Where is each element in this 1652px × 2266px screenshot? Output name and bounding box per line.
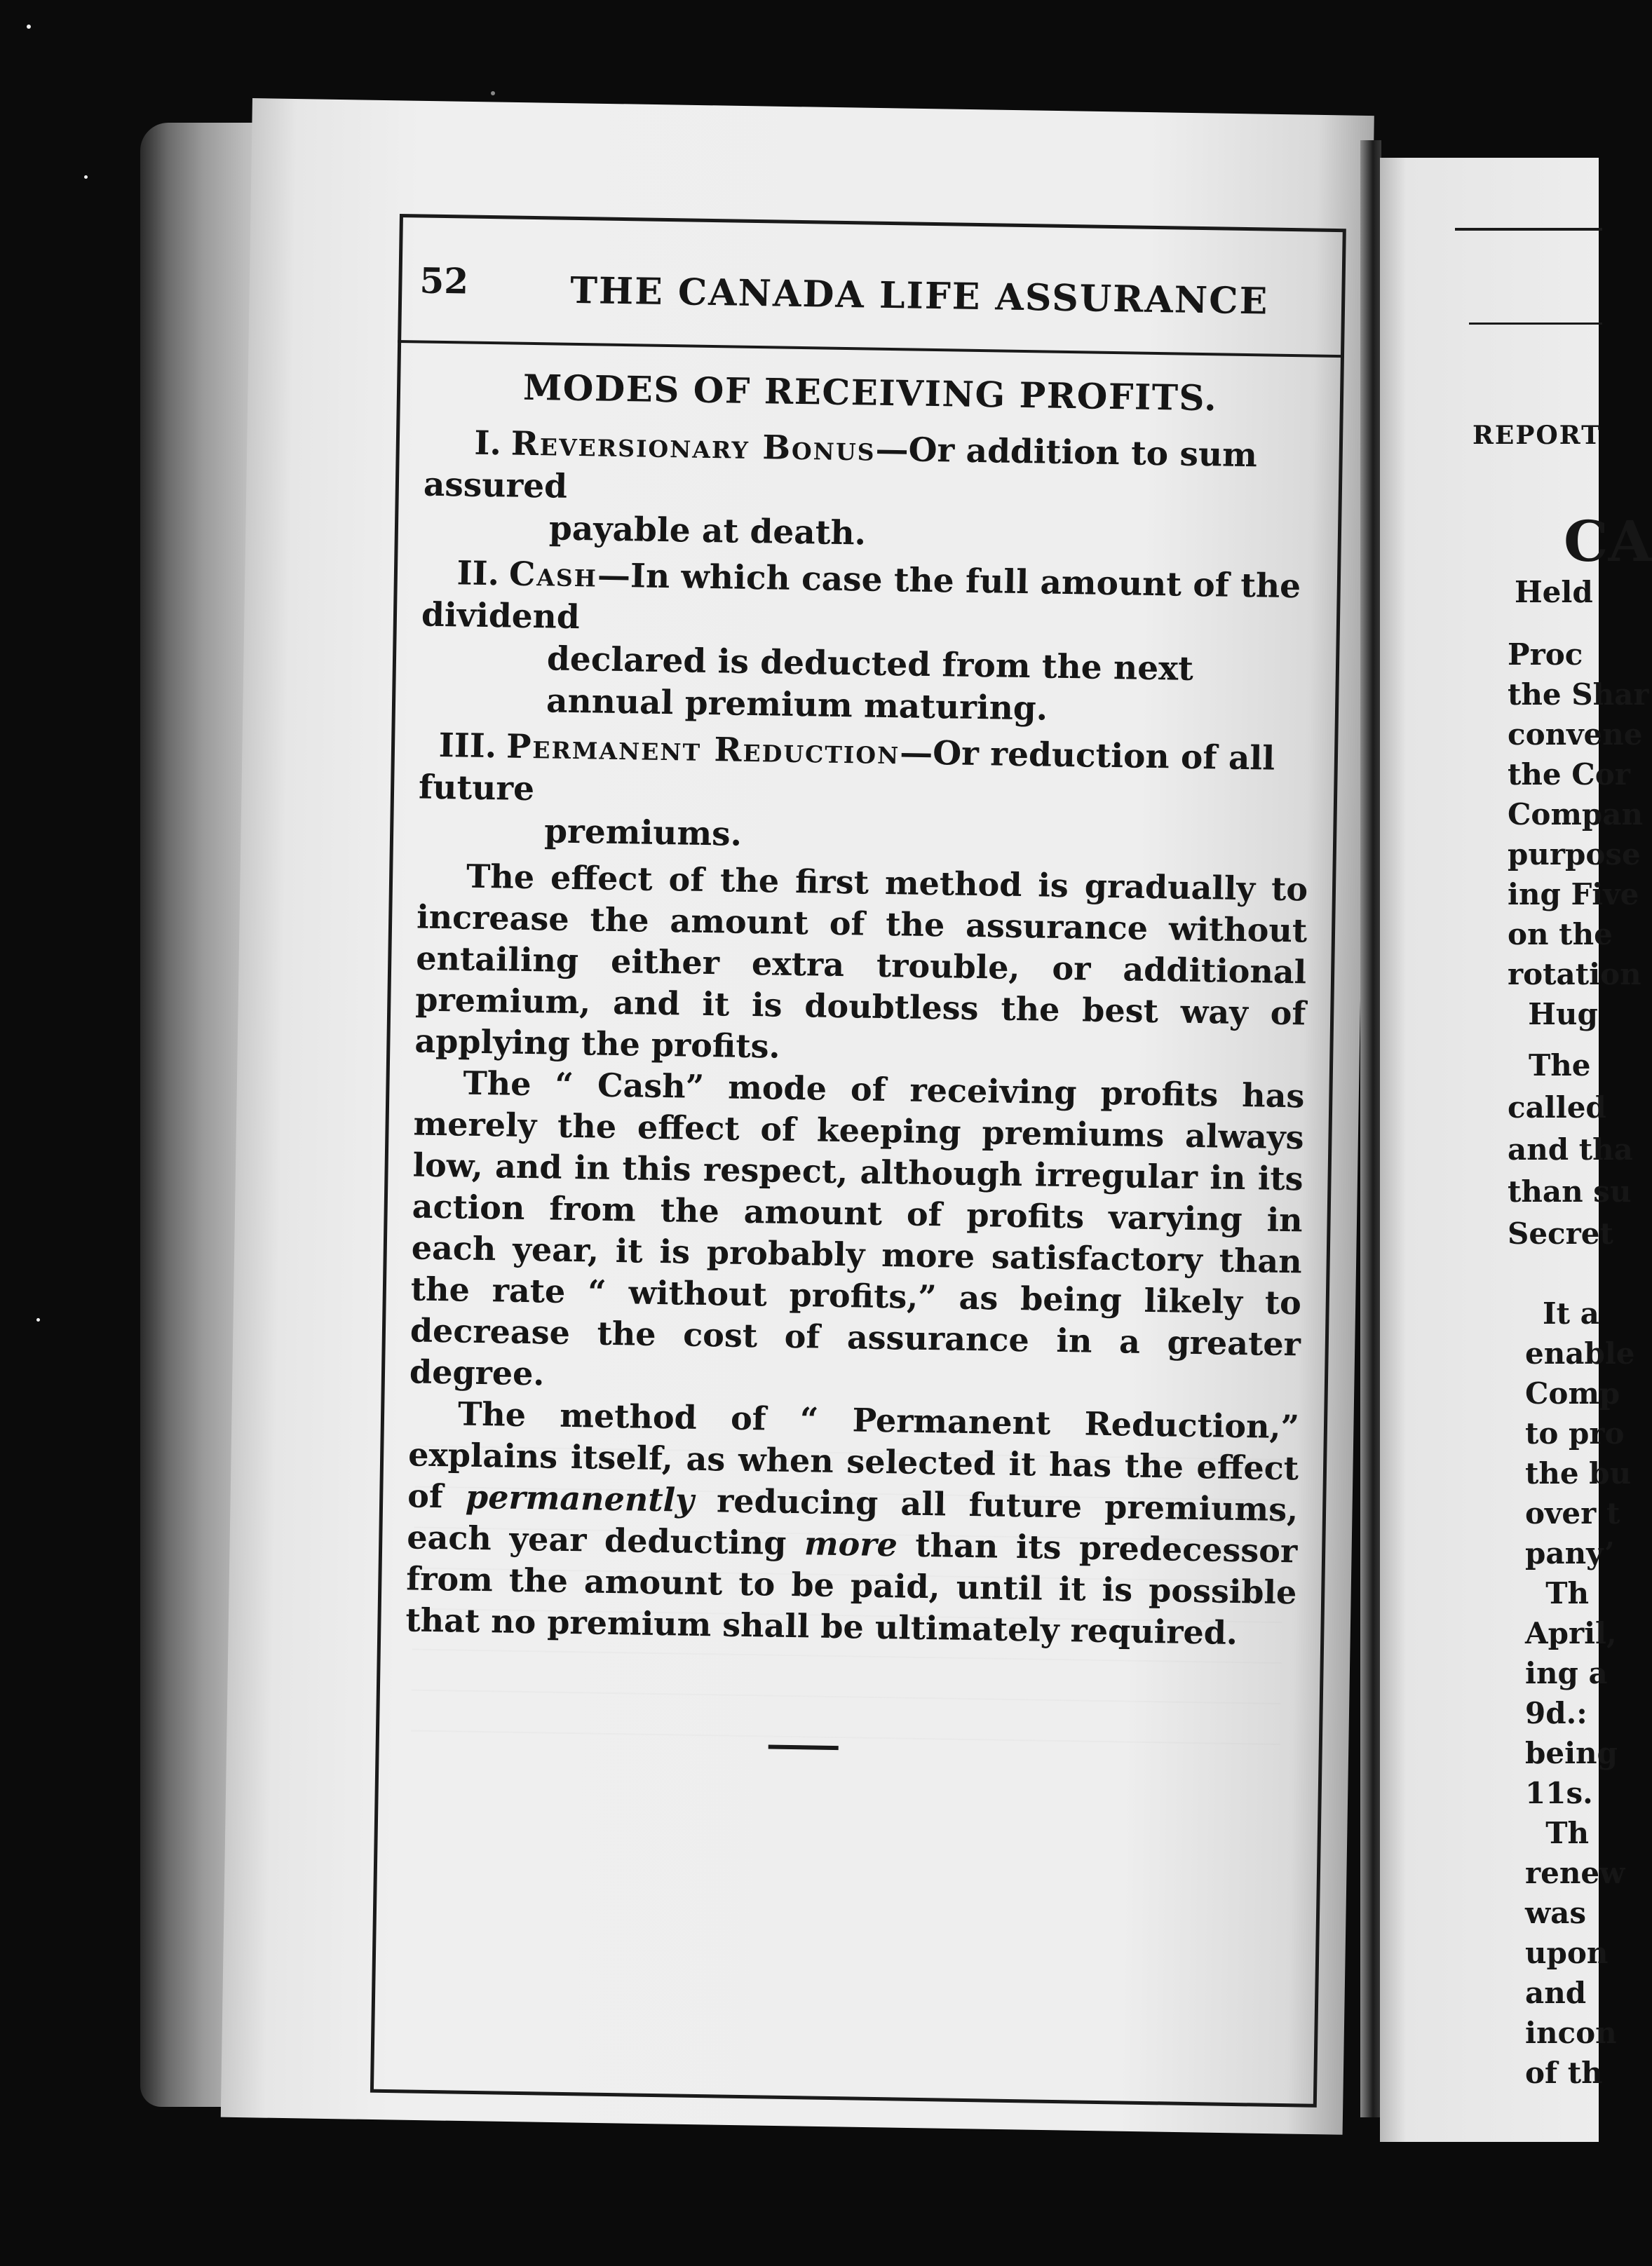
text-line: the Shar: [1508, 677, 1649, 712]
text-line: 11s.: [1525, 1776, 1593, 1810]
text-line: being: [1525, 1736, 1618, 1770]
right-page-top-rule: [1455, 228, 1602, 231]
mode-item-cash: [420, 552, 1313, 735]
mode-numeral: I.: [474, 423, 502, 463]
paragraph-cash-mode: The “ Cash” mode of receiving profits has merely the effect of keeping premiums always low, and in this respect, although irregular in its action from the amount of profits varying in each year, it is probably more satisfactory than the rate “ without profits,” as being likely to decrease the cost of assurance in a greater degree.: [409, 1064, 1305, 1393]
right-page-label: REPORT: [1472, 421, 1602, 450]
text-run: than its predecessor from the amount to be paid, until it is possible that no premium shall be ultimately required.: [405, 1526, 1298, 1653]
mode-term: Cash: [508, 555, 598, 595]
mode-text: —Or reduction of all future: [418, 733, 1275, 809]
text-line: Hug: [1508, 997, 1598, 1031]
paragraph-permanent-reduction: [405, 1392, 1299, 1655]
mode-item-reversionary-bonus: [423, 422, 1315, 562]
right-page-lines-a: [1508, 635, 1649, 1034]
text-line: Comp: [1525, 1376, 1620, 1411]
right-page-held: Held: [1515, 575, 1593, 609]
dust-speck: [27, 25, 31, 29]
text-line: enable: [1525, 1336, 1635, 1371]
text-line: and tha: [1508, 1132, 1633, 1167]
mode-term: Permanent Reduction: [506, 727, 900, 773]
emphasis-permanently: permanently: [465, 1477, 695, 1519]
text-line: incon: [1525, 2016, 1617, 2050]
text-line: the Cor: [1508, 757, 1630, 792]
text-run: The method of “ Permanent Reduction,” explains itself, as when selected it has the effect of: [407, 1395, 1300, 1516]
text-line: was: [1525, 1896, 1587, 1930]
text-line: Th: [1525, 1576, 1590, 1610]
dust-speck: [84, 175, 88, 179]
text-line: and: [1525, 1976, 1587, 2010]
text-line: to pro: [1525, 1416, 1625, 1451]
right-page-heading: CA: [1564, 508, 1652, 574]
text-line: April,: [1525, 1616, 1617, 1650]
mode-text: —In which case the full amount of the dividend: [421, 556, 1301, 637]
mode-continuation: declared is deducted from the next annual premium maturing.: [546, 639, 1194, 728]
mode-text: —Or addition to sum assured: [423, 430, 1258, 506]
text-line: purpose: [1508, 837, 1641, 871]
text-line: Secret: [1508, 1216, 1613, 1251]
text-line: upon: [1525, 1936, 1609, 1970]
text-run: reducing all future premiums, each year deducting: [406, 1481, 1299, 1563]
mode-item-permanent-reduction: [418, 725, 1311, 865]
mode-numeral: III.: [438, 726, 497, 766]
page-frame: [370, 214, 1346, 2108]
mode-continuation: payable at death.: [548, 509, 867, 553]
text-line: called: [1508, 1090, 1606, 1125]
mode-numeral: II.: [456, 554, 500, 594]
text-line: ing Five: [1508, 877, 1639, 911]
text-line: convene: [1508, 717, 1643, 752]
right-page-lines-b: [1508, 1045, 1633, 1255]
text-line: Proc: [1508, 637, 1583, 672]
dust-speck: [491, 91, 495, 95]
text-line: on the: [1508, 917, 1613, 951]
right-page-second-rule: [1469, 323, 1602, 325]
text-line: the bu: [1525, 1456, 1632, 1491]
text-line: pany’: [1525, 1536, 1615, 1570]
text-line: Th: [1525, 1816, 1590, 1850]
section-title: MODES OF RECEIVING PROFITS.: [522, 366, 1218, 419]
text-line: over t: [1525, 1496, 1620, 1531]
text-line: Compan: [1508, 797, 1643, 832]
book-gutter: [1360, 140, 1381, 2117]
text-line: rotation: [1508, 957, 1641, 991]
text-line: It a: [1543, 1296, 1599, 1331]
paragraph-first-method: The effect of the first method is gradually to increase the amount of the assurance without entailing either extra trouble, or additional premium, and it is doubtless the best way of applying the profits.: [414, 857, 1308, 1066]
text-line: The: [1529, 1048, 1591, 1083]
page-content: [405, 365, 1315, 1655]
text-line: of th: [1525, 2056, 1603, 2090]
text-line: 9d.:: [1525, 1696, 1587, 1730]
dust-speck: [36, 1318, 40, 1322]
right-page-lines-c: [1525, 1294, 1635, 2093]
text-line: renew: [1525, 1856, 1625, 1890]
emphasis-more: more: [804, 1524, 898, 1564]
text-line: than su: [1508, 1174, 1632, 1209]
running-head: THE CANADA LIFE ASSURANCE: [569, 269, 1269, 323]
text-line: ing a: [1525, 1656, 1608, 1690]
mode-term: Reversionary Bonus: [510, 424, 876, 469]
mode-continuation: premiums.: [543, 812, 743, 854]
page-number: 52: [419, 259, 469, 302]
